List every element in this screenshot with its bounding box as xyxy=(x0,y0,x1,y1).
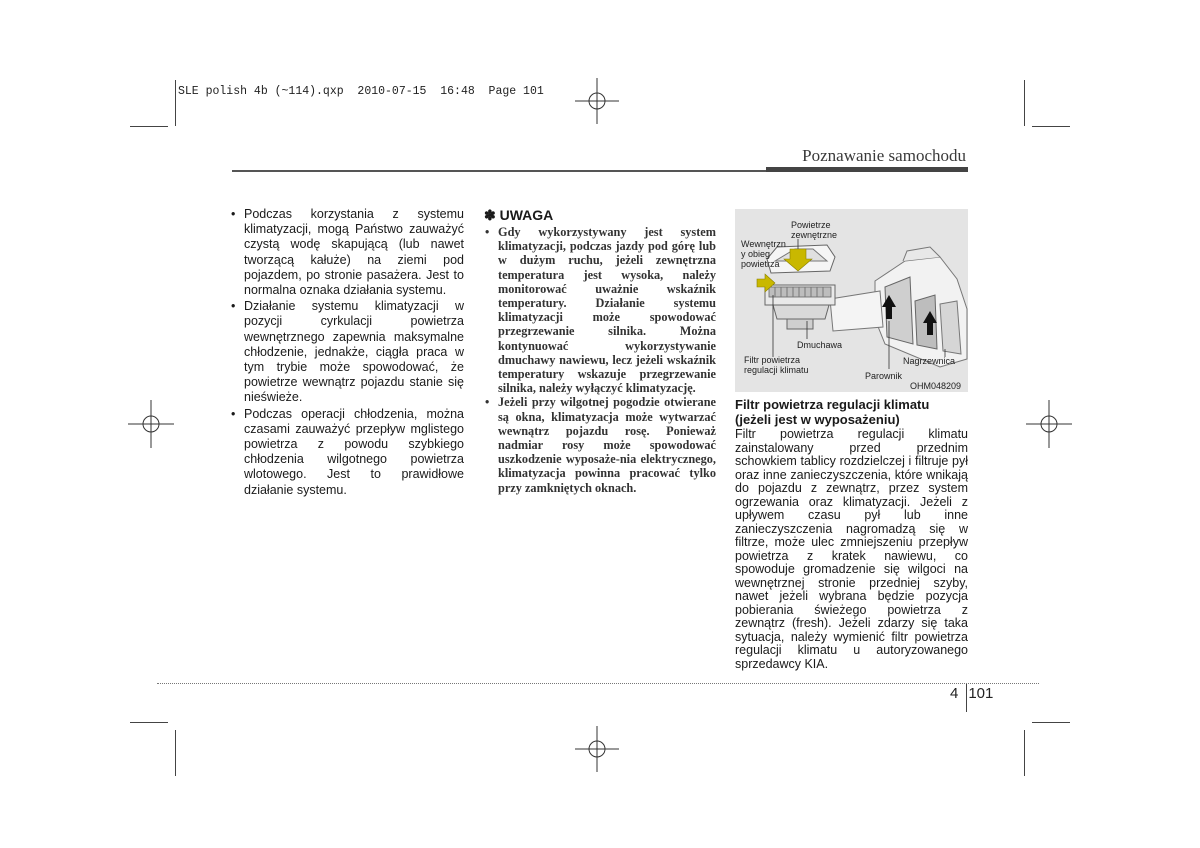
list-item: • Działanie systemu klimatyzacji w pozycji cyrkulacji powietrza wewnętrznego zapewnia maksymalne chłodzenie, jednakże, ciągła praca w tym trybie może spowodować, że powietrze wewnątrz pojazdu stanie się nieświeże. xyxy=(230,299,464,405)
crop-mark xyxy=(130,722,168,723)
registration-mark-top xyxy=(572,78,622,124)
column-1 xyxy=(230,207,464,499)
print-slug: SLE polish 4b (~114).qxp 2010-07-15 16:48 Page 101 xyxy=(178,85,544,98)
label-heater: Nagrzewnica xyxy=(903,356,956,366)
caution-box xyxy=(484,207,716,495)
page-number-value: 101 xyxy=(968,685,994,702)
label-evaporator: Parownik xyxy=(865,371,903,381)
list-item: • Gdy wykorzystywany jest system klimatyzacji, podczas jazdy pod górę lub w dużym ruchu, jeżeli zewnętrzna temperatura jest wysoka, należy monitorować uważnie wskaźnik temperatury. Działanie systemu klimatyzacji może spowodować przegrzewanie silnika. Można kontynuować wykorzystywanie dmuchawy nawiewu, lecz jeżeli wskaźnik temperatury wskazuje przegrzewanie silnika, należy wyłączyć klimatyzację. xyxy=(484,225,716,395)
list-item: • Podczas korzystania z systemu klimatyzacji, mogą Państwo zauważyć czystą wodę skapującą (lub nawet tworzącą kałuże) na ziemi pod pojazdem, po stronie pasażera. Jest to normalna oznaka działania systemu. xyxy=(230,207,464,298)
chapter-number: 4 xyxy=(950,685,959,702)
bullet-list xyxy=(230,207,464,498)
list-item: • Podczas operacji chłodzenia, można czasami zauważyć przepływ mglistego powietrza z powodu szybkiego chłodzenia wilgotnego powietrza wlotowego. Jest to prawidłowe działanie systemu. xyxy=(230,407,464,498)
crop-mark xyxy=(1024,730,1025,776)
label-inside-air: Wewnętrzn y obieg powietrza xyxy=(741,239,786,269)
header-rule-accent xyxy=(766,167,968,172)
page-number xyxy=(950,685,993,702)
section-title: Filtr powietrza regulacji klimatu (jeżeli jest w wyposażeniu) xyxy=(735,397,930,427)
filter-section xyxy=(735,397,968,671)
footer-rule xyxy=(157,683,1039,684)
label-outside-air: Powietrze zewnętrzne xyxy=(791,220,838,240)
crop-mark xyxy=(1032,126,1070,127)
crop-mark xyxy=(1032,722,1070,723)
label-blower: Dmuchawa xyxy=(797,340,843,350)
list-item: • Jeżeli przy wilgotnej pogodzie otwierane są okna, klimatyzacja może wytwarzać wewnątrz pojazdu rosę. Ponieważ nadmiar rosy może spowodować uszkodzenie wyposaże-nia elektrycznego, klimatyzacja powinna pracować tylko przy zamkniętych oknach. xyxy=(484,395,716,494)
climate-filter-diagram xyxy=(735,209,968,392)
label-filter: Filtr powietrza regulacji klimatu xyxy=(744,355,809,375)
caution-list xyxy=(484,225,716,495)
figure-code: OHM048209 xyxy=(910,381,962,391)
registration-mark-bottom xyxy=(572,726,622,772)
crop-mark xyxy=(175,730,176,776)
registration-mark-right xyxy=(1026,400,1072,448)
caution-heading: ✽ UWAGA xyxy=(484,207,554,223)
crop-mark xyxy=(175,80,176,126)
registration-mark-left xyxy=(128,400,174,448)
crop-mark xyxy=(130,126,168,127)
section-body: Filtr powietrza regulacji klimatu zainstalowany przed przednim schowkiem tablicy rozdzielczej i filtruje pył oraz inne zanieczyszczenia, które wnikają do pojazdu z zewnątrz, przez system ogrzewania oraz klimatyzacji. Jeżeli z upływem czasu pył lub inne zanieczyszczenia nagromadzą się w filtrze, może ulec zmniejszeniu przepływ powietrza z kratek nawiewu, co spowoduje gromadzenie się wilgoci na wewnętrznej stronie przedniej szyby, nawet jeżeli wybrana będzie pozycja pobierania świeżego powietrza z zewnątrz (fresh). Jeżeli zdarzy się taka sytuacja, należy wymienić filtr powietrza regulacji klimatu u autoryzowanego sprzedawcy KIA. xyxy=(735,427,968,671)
crop-mark xyxy=(1024,80,1025,126)
chapter-title: Poznawanie samochodu xyxy=(802,146,966,165)
